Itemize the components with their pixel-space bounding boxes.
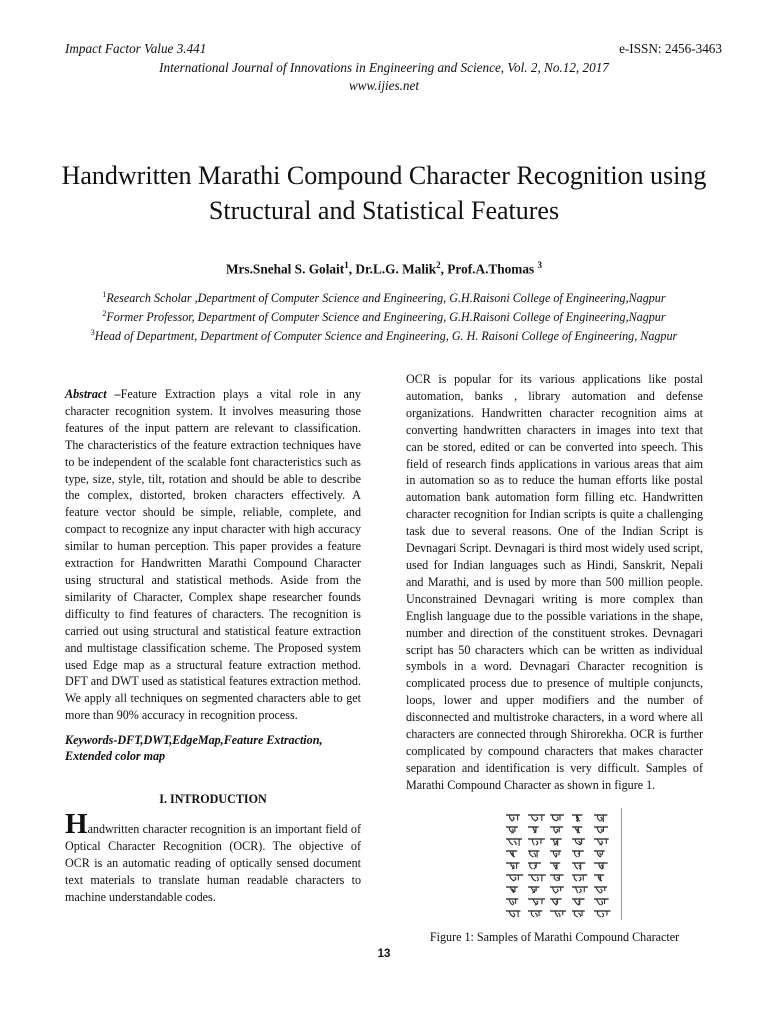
author-sep: , [348, 261, 356, 277]
handwritten-glyph [528, 851, 539, 857]
handwritten-glyph [528, 887, 539, 893]
handwritten-glyph [506, 815, 520, 821]
author-name: Dr.L.G. Malik [355, 261, 437, 277]
handwritten-glyph [572, 863, 585, 870]
intro-paragraph [65, 808, 361, 906]
handwritten-glyph [572, 875, 587, 881]
author-name: Mrs.Snehal S. Golait [225, 261, 345, 277]
handwritten-glyph [572, 887, 588, 893]
right-column [406, 371, 703, 794]
handwritten-glyph [506, 887, 518, 893]
handwritten-glyph [572, 839, 585, 845]
handwritten-glyph [594, 839, 609, 845]
handwritten-glyph [594, 815, 607, 822]
figure-compound-characters-image [498, 808, 620, 920]
handwritten-glyph [572, 827, 582, 833]
figure-caption: Figure 1: Samples of Marathi Compound Character [429, 930, 680, 944]
handwritten-glyph [506, 827, 518, 833]
handwritten-glyph [550, 899, 562, 905]
handwritten-glyph [528, 875, 546, 881]
handwritten-glyph [594, 863, 608, 869]
abstract-text: Feature Extraction plays a vital role in any character recognition system. It involves measuring those features of the input pattern are relevant to classification. The characteristics of the feature extraction techniques have to be independent of the scalable font characteristics such as type, size, style, tilt, rotation and should be able to describe the complex, distorted, broken characters effectively. A feature vector should be simple, reliable, complete, and compact to recognize any input character with high accuracy similar to human perception. This paper provides a feature extraction for Handwritten Marathi Compound Character using structural and statistical methods. Aside from the similarity of Character, Complex shape researcher founds difficulty to find features of characters. The recognition is carried out using structural and statistical feature extraction and multistage classification scheme. The Proposed system used Edge map as a structural feature extraction method. DFT and DWT used as statistical features extraction method. We apply all techniques on segmented characters able to get more than 90% accuracy in recognition process. [65, 387, 361, 723]
affiliation-list [0, 287, 768, 344]
left-column [65, 386, 361, 906]
paper-title: Handwritten Marathi Compound Character Recognition using Structural and Statistical Features [61, 161, 707, 226]
handwritten-glyph [550, 887, 564, 893]
handwritten-glyph [572, 899, 585, 905]
handwritten-glyph [506, 839, 522, 846]
handwritten-glyph [550, 827, 563, 833]
handwritten-glyph [550, 875, 564, 881]
abstract [65, 386, 361, 724]
handwritten-glyph [572, 911, 585, 917]
affiliation-sup: 1 [102, 290, 107, 299]
affiliation [0, 287, 768, 306]
author-sep: , [440, 261, 448, 277]
body-paragraph: OCR is popular for its various applications like postal automation, banks , library automation and defense organizations. Handwritten character recognition aims at converting handwritten characters in images into text that can be stored, edited or can be converted into speech. This field of research finds applications in various areas that aim in automation so as to reduce the human efforts like postal automation bank automation form filling etc. Handwritten character recognition for Indian scripts is quite a challenging task due to several reasons. One of the Indian Script is Devnagari Script. Devnagari is third most widely used script, used for Indian languages such as Hindi, Sanskrit, Nepali and Marathi, and is used by more than 500 million people. Unconstrained Devnagari writing is more complex than English language due to the possible variations in the shape, number and direction of the constituent strokes. Devnagari script has 50 characters which can be written as individual symbols in a word. Devnagari Character recognition is complicated process due to presence of multiple conjuncts, loops, lower and upper modifiers and the number of disconnected and multistroke characters, in a word where all characters are connected through Shirorekha. OCR is further complicated by compound characters that makes character separation and identification is very difficult. Samples of Marathi Compound Character as shown in figure 1. [406, 372, 703, 792]
author-sup: 2 [436, 260, 441, 270]
handwritten-glyph [528, 899, 545, 905]
intro-text: andwritten character recognition is an important field of Optical Character Recognition (OCR). The objective of OCR is an automatic reading of optically sensed document text materials to translate human readable characters to machine understandable codes. [65, 822, 361, 904]
affiliation-text: Former Professor, Department of Computer Science and Engineering, G.H.Raisoni College of Engineering,Nagpur [106, 310, 666, 325]
handwritten-glyph [506, 875, 523, 881]
author-sup: 3 [537, 260, 543, 270]
section-heading-introduction: I. INTRODUCTION [159, 792, 267, 807]
handwritten-glyph [594, 875, 604, 881]
handwritten-glyph [550, 815, 564, 821]
affiliation-sup: 2 [102, 309, 107, 319]
handwritten-glyph [550, 851, 561, 857]
handwritten-glyph [594, 851, 605, 857]
author-list [0, 257, 768, 277]
affiliation-sup: 3 [90, 328, 95, 338]
handwritten-glyph [528, 827, 539, 833]
handwritten-glyph [528, 911, 542, 917]
handwritten-glyph [572, 851, 584, 857]
handwritten-glyph [594, 911, 611, 917]
affiliation-text: Research Scholar ,Department of Computer Science and Engineering, G.H.Raisoni College of Engineering,Nagpur [106, 291, 666, 306]
handwritten-glyph [550, 911, 566, 917]
issn: e-ISSN: 2456-3463 [619, 41, 722, 56]
author-name: Prof.A.Thomas [447, 261, 538, 277]
handwritten-glyph [550, 863, 560, 870]
page-number: 13 [377, 948, 391, 960]
handwritten-glyph [550, 839, 562, 846]
handwritten-glyph [594, 887, 607, 893]
handwritten-glyph [528, 839, 545, 845]
handwritten-glyph [506, 863, 520, 869]
handwritten-glyph [594, 827, 608, 833]
journal-website: www.ijies.net [348, 78, 420, 93]
keywords: Keywords-DFT,DWT,EdgeMap,Feature Extraction, Extended color map [65, 733, 323, 764]
journal-name: International Journal of Innovations in Engineering and Science, Vol. 2, No.12, 2017 [159, 60, 609, 75]
impact-factor: Impact Factor Value 3.441 [65, 41, 207, 56]
affiliation [0, 325, 768, 344]
handwritten-glyph [528, 815, 545, 821]
handwritten-glyph [594, 899, 609, 905]
handwritten-glyph [506, 911, 520, 917]
handwritten-glyph [506, 851, 517, 857]
drop-cap: H [65, 808, 88, 841]
affiliation [0, 306, 768, 325]
handwritten-samples-graphic [498, 808, 620, 920]
affiliation-text: Head of Department, Department of Computer Science and Engineering, G. H. Raisoni College of Engineering, Nagpur [94, 329, 678, 344]
handwritten-glyph [572, 815, 582, 822]
author-sup: 1 [344, 260, 349, 270]
handwritten-glyph [506, 899, 518, 905]
abstract-label: Abstract – [65, 387, 121, 401]
handwritten-glyph [528, 863, 541, 869]
figure-border-line [621, 808, 622, 920]
